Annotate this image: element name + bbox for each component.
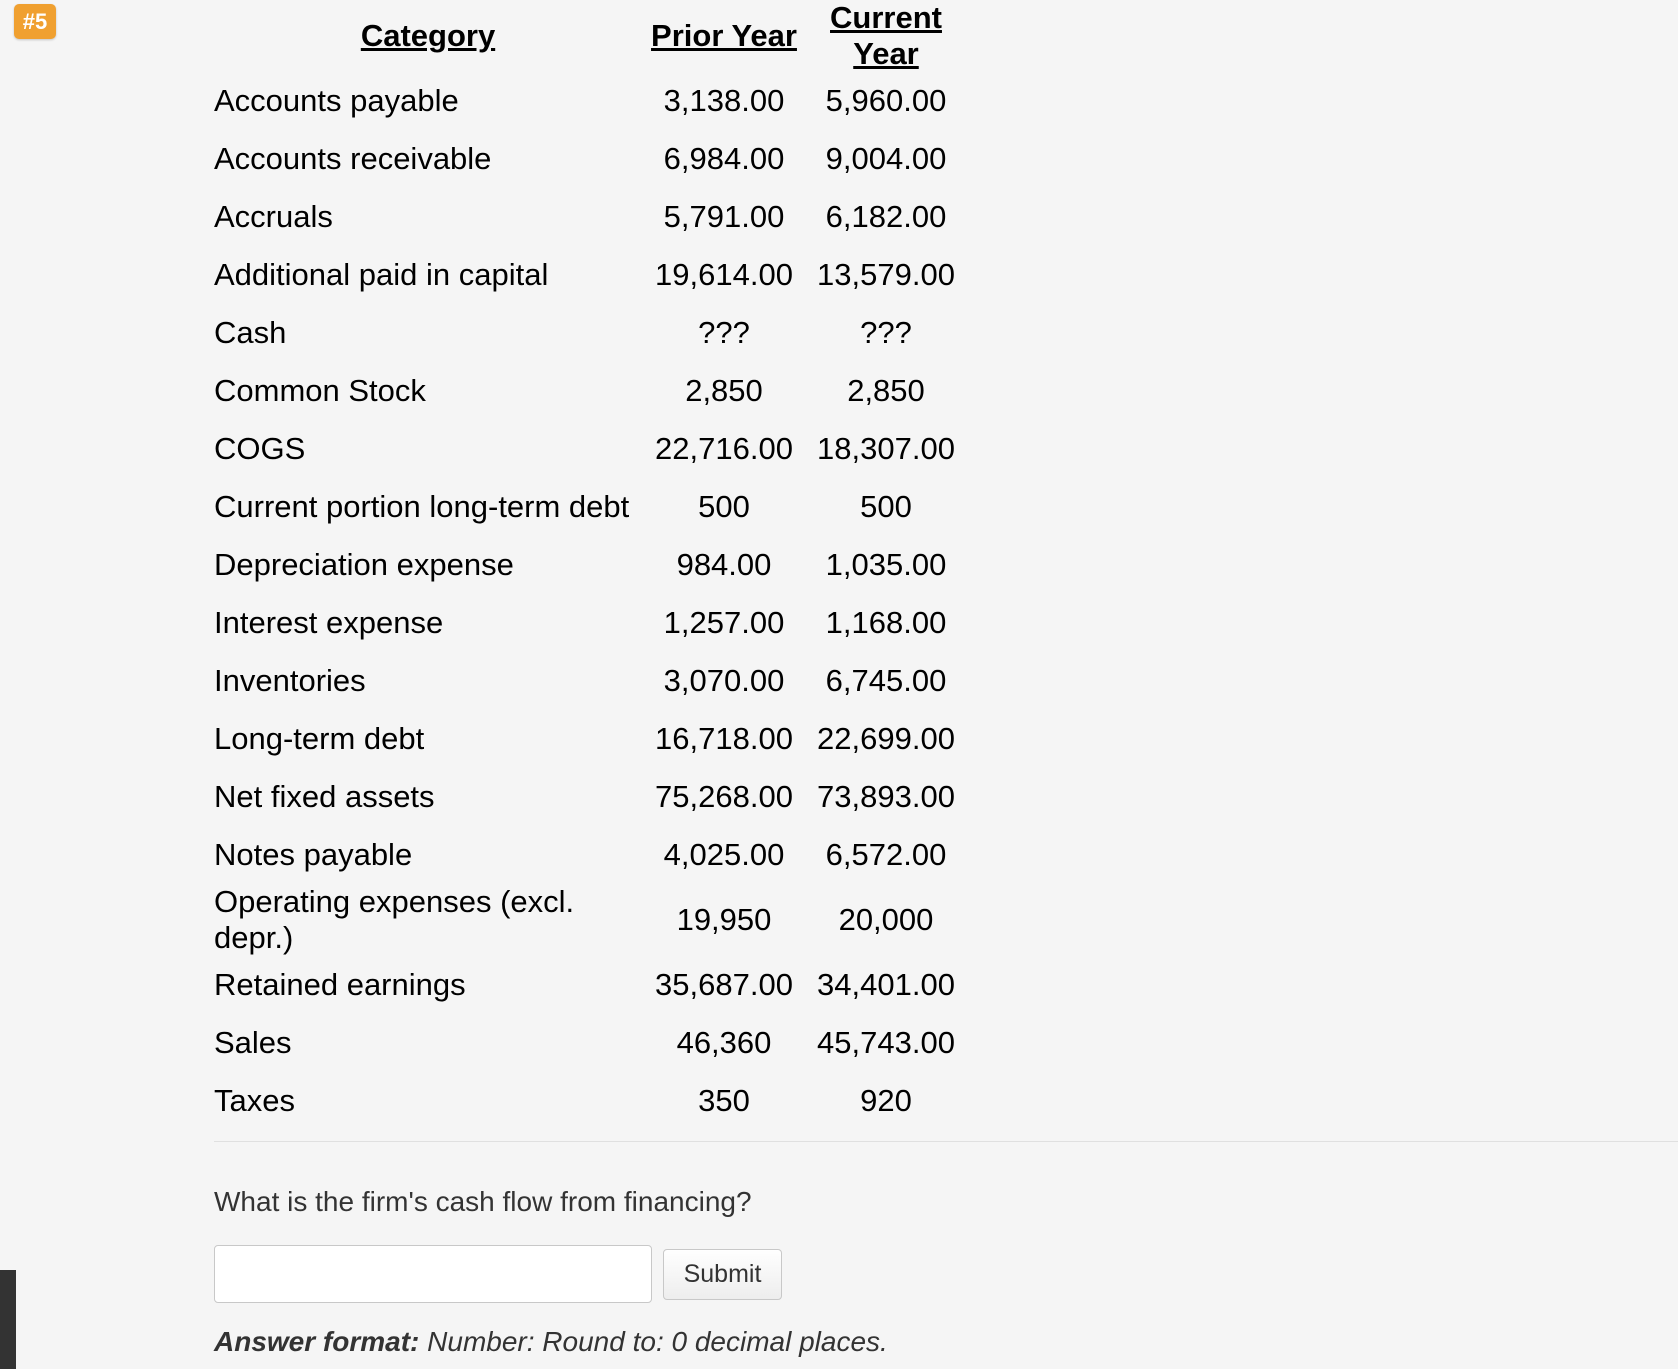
cell-current-year: 1,168.00 <box>825 605 947 640</box>
table-row <box>214 246 966 304</box>
cell-prior-year: 6,984.00 <box>663 141 785 176</box>
cell-current-year: 73,893.00 <box>817 779 955 814</box>
cell-category: Taxes <box>214 1083 295 1118</box>
cell-current-year: ??? <box>860 315 912 350</box>
cell-current-year: 20,000 <box>838 902 934 937</box>
cell-current-year: 13,579.00 <box>817 257 955 292</box>
answer-input[interactable] <box>214 1245 652 1303</box>
table-row <box>214 884 966 956</box>
table-row <box>214 652 966 710</box>
cell-prior-year: 4,025.00 <box>663 837 785 872</box>
table-row <box>214 362 966 420</box>
section-divider <box>214 1141 1678 1142</box>
cell-category: Accounts payable <box>214 83 459 118</box>
header-category: Category <box>360 18 496 53</box>
cell-current-year: 34,401.00 <box>817 967 955 1002</box>
header-prior-year: Prior Year <box>651 18 797 53</box>
cell-prior-year: 19,614.00 <box>655 257 793 292</box>
cell-prior-year: 984.00 <box>676 547 772 582</box>
cell-prior-year: ??? <box>698 315 750 350</box>
cell-prior-year: 19,950 <box>676 902 772 937</box>
cell-category: Cash <box>214 315 287 350</box>
cell-category: Interest expense <box>214 605 444 640</box>
cell-category: Current portion long-term debt <box>214 489 630 524</box>
cell-prior-year: 46,360 <box>676 1025 772 1060</box>
cell-prior-year: 3,070.00 <box>663 663 785 698</box>
cell-category: Net fixed assets <box>214 779 435 814</box>
table-row <box>214 420 966 478</box>
cell-prior-year: 16,718.00 <box>655 721 793 756</box>
cell-current-year: 6,572.00 <box>825 837 947 872</box>
table-row <box>214 536 966 594</box>
cell-current-year: 9,004.00 <box>825 141 947 176</box>
cell-category: Operating expenses (excl. depr.) <box>214 884 575 955</box>
cell-category: Long-term debt <box>214 721 425 756</box>
cell-category: Accounts receivable <box>214 141 492 176</box>
table-row <box>214 478 966 536</box>
cell-current-year: 2,850 <box>847 373 925 408</box>
cell-prior-year: 1,257.00 <box>663 605 785 640</box>
cell-current-year: 500 <box>860 489 912 524</box>
cell-prior-year: 22,716.00 <box>655 431 793 466</box>
cell-current-year: 45,743.00 <box>817 1025 955 1060</box>
financial-data-table <box>214 0 966 1130</box>
answer-format-label: Answer format: <box>214 1326 420 1357</box>
cell-category: Accruals <box>214 199 333 234</box>
question-text: What is the firm's cash flow from financing? <box>214 1186 752 1217</box>
cell-current-year: 5,960.00 <box>825 83 947 118</box>
cell-prior-year: 35,687.00 <box>655 967 793 1002</box>
cell-prior-year: 3,138.00 <box>663 83 785 118</box>
cell-current-year: 18,307.00 <box>817 431 955 466</box>
table-row <box>214 188 966 246</box>
table-row <box>214 956 966 1014</box>
submit-button[interactable]: Submit <box>663 1249 782 1300</box>
table-row <box>214 710 966 768</box>
table-row <box>214 826 966 884</box>
cell-category: Sales <box>214 1025 292 1060</box>
table-row <box>214 130 966 188</box>
left-edge-bar <box>0 1270 16 1369</box>
cell-prior-year: 75,268.00 <box>655 779 793 814</box>
cell-prior-year: 350 <box>698 1083 750 1118</box>
table-row <box>214 594 966 652</box>
cell-category: Additional paid in capital <box>214 257 549 292</box>
table-row <box>214 768 966 826</box>
question-number-badge: #5 <box>14 4 56 39</box>
cell-category: Notes payable <box>214 837 413 872</box>
answer-format-text: Number: Round to: 0 decimal places. <box>419 1326 888 1357</box>
cell-current-year: 1,035.00 <box>825 547 947 582</box>
cell-current-year: 6,182.00 <box>825 199 947 234</box>
table-body <box>214 72 966 1130</box>
cell-category: Common Stock <box>214 373 426 408</box>
table-row <box>214 304 966 362</box>
cell-prior-year: 5,791.00 <box>663 199 785 234</box>
cell-prior-year: 500 <box>698 489 750 524</box>
header-current-year: Current Year <box>830 0 942 71</box>
cell-current-year: 6,745.00 <box>825 663 947 698</box>
table-header-row <box>214 0 966 72</box>
cell-current-year: 920 <box>860 1083 912 1118</box>
table-row <box>214 1072 966 1130</box>
table-row <box>214 72 966 130</box>
cell-category: Inventories <box>214 663 366 698</box>
cell-category: Retained earnings <box>214 967 466 1002</box>
cell-category: COGS <box>214 431 306 466</box>
cell-current-year: 22,699.00 <box>817 721 955 756</box>
cell-category: Depreciation expense <box>214 547 514 582</box>
table-row <box>214 1014 966 1072</box>
cell-prior-year: 2,850 <box>685 373 763 408</box>
answer-format-note <box>214 1326 888 1358</box>
